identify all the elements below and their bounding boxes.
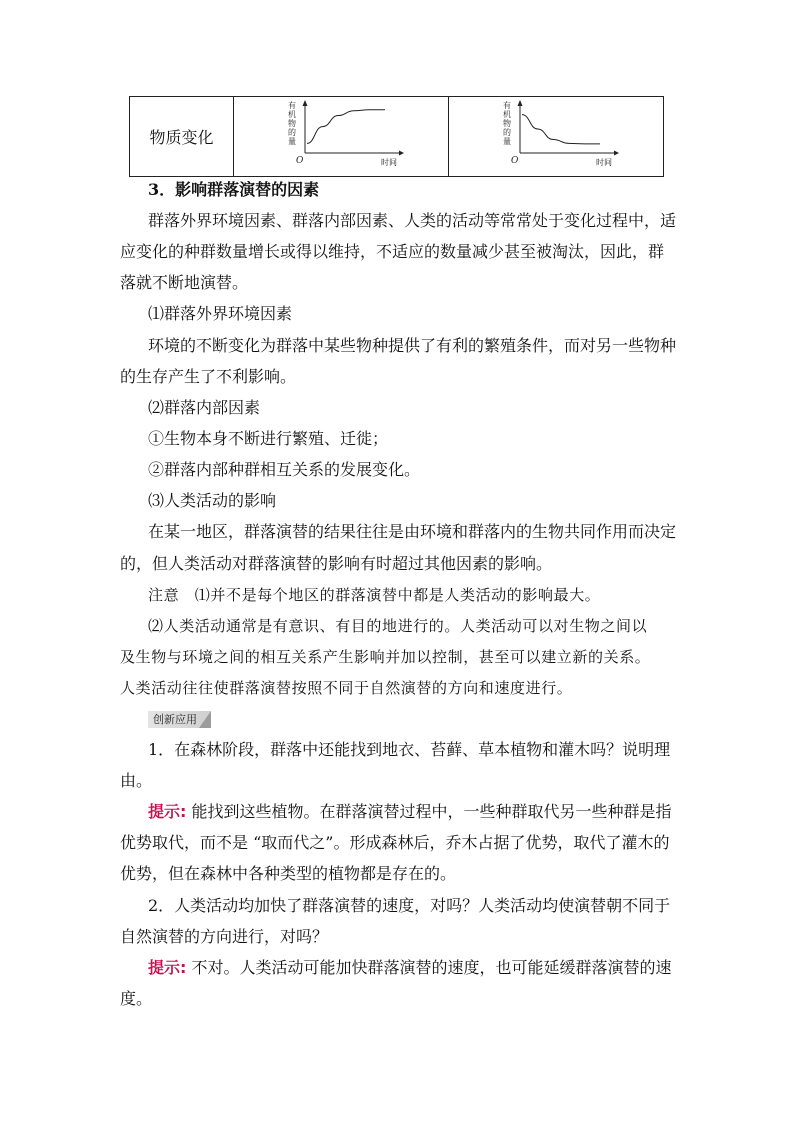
series-line xyxy=(522,115,600,144)
subheading: ⑶人类活动的影响 xyxy=(148,491,277,510)
question-1-cont: 由。 xyxy=(120,771,153,790)
hint-text: 不对。人类活动可能加快群落演替的速度，也可能延缓群落演替的速 xyxy=(186,958,672,977)
y-axis-label-char: 的 xyxy=(288,128,296,137)
question-2-cont: 自然演替的方向进行，对吗？ xyxy=(120,927,329,946)
y-axis-label-char: 物 xyxy=(503,119,511,128)
paragraph-line: ①生物本身不断进行繁殖、迁徙； xyxy=(148,429,389,448)
question-1: 1．在森林阶段，群落中还能找到地衣、苔藓、草本植物和灌木吗？说明理 xyxy=(148,740,671,759)
innovation-tag-label: 创新应用 xyxy=(153,713,197,726)
chart-increasing xyxy=(234,97,448,176)
hint-1-line: 优势，但在森林中各种类型的植物都是存在的。 xyxy=(120,864,457,883)
hint-1-line xyxy=(148,802,672,822)
paragraph-line: 的，但人类活动对群落演替的影响有时超过其他因素的影响。 xyxy=(120,554,553,573)
y-axis-arrow-icon xyxy=(518,100,523,106)
y-axis-label-char: 有 xyxy=(503,101,511,110)
tag-corner-icon xyxy=(199,711,211,728)
x-axis-arrow-icon xyxy=(614,151,619,156)
innovation-tag xyxy=(148,711,211,728)
chart-decreasing-cell xyxy=(449,97,663,176)
paragraph-line: 的生存产生了不利影响。 xyxy=(120,367,297,386)
y-axis-label-char: 物 xyxy=(288,119,296,128)
paragraph-line: ②群落内部种群相互关系的发展变化。 xyxy=(148,460,421,479)
subheading: ⑵群落内部因素 xyxy=(148,398,261,417)
series-line xyxy=(307,110,385,144)
axis-origin-label: O xyxy=(511,156,519,166)
paragraph-line: 落就不断地演替。 xyxy=(120,273,249,292)
x-axis-label: 时间 xyxy=(596,158,612,167)
hint-2-line xyxy=(148,958,672,978)
y-axis-label-char: 量 xyxy=(288,137,296,146)
paragraph-line: 应变化的种群数量增长或得以维持，不适应的数量减少甚至被淘汰，因此，群 xyxy=(120,242,665,261)
hint-text: 能找到这些植物。在群落演替过程中，一些种群取代另一些种群是指 xyxy=(186,802,672,821)
table-label: 物质变化 xyxy=(149,128,214,147)
subheading: ⑴群落外界环境因素 xyxy=(148,304,293,323)
axis-origin-label: O xyxy=(296,156,304,166)
y-axis-label-char: 机 xyxy=(288,110,296,119)
section-heading: 3．影响群落演替的因素 xyxy=(148,180,320,199)
hint-1-line: 优势取代，而不是 “取而代之”。形成森林后，乔木占据了优势，取代了灌木的 xyxy=(120,833,670,852)
chart-increasing-cell xyxy=(234,97,449,176)
chart-decreasing xyxy=(449,97,663,176)
y-axis-label-char: 的 xyxy=(503,128,511,137)
paragraph-line: 环境的不断变化为群落中某些物种提供了有利的繁殖条件，而对另一些物种 xyxy=(148,336,677,355)
material-change-table xyxy=(129,96,664,177)
x-axis-label: 时间 xyxy=(381,158,397,167)
note-line: 及生物与环境之间的相互关系产生影响并加以控制，甚至可以建立新的关系。 xyxy=(120,648,651,666)
question-2: 2．人类活动均加快了群落演替的速度，对吗？人类活动均使演替朝不同于 xyxy=(148,896,671,915)
hint-label: 提示: xyxy=(148,958,187,977)
table-label-cell xyxy=(130,97,234,176)
hint-2-line: 度。 xyxy=(120,989,153,1008)
y-axis-label-char: 量 xyxy=(503,137,511,146)
note-line: 注意 ⑴并不是每个地区的群落演替中都是人类活动的影响最大。 xyxy=(148,586,601,604)
note-line: ⑵人类活动通常是有意识、有目的地进行的。人类活动可以对生物之间以 xyxy=(148,617,648,635)
y-axis-arrow-icon xyxy=(303,100,308,106)
note-line: 人类活动往往使群落演替按照不同于自然演替的方向和速度进行。 xyxy=(120,679,573,697)
hint-label: 提示: xyxy=(148,802,187,821)
x-axis-arrow-icon xyxy=(399,151,404,156)
paragraph-line: 群落外界环境因素、群落内部因素、人类的活动等常常处于变化过程中，适 xyxy=(148,211,677,230)
y-axis-label-char: 有 xyxy=(288,101,296,110)
y-axis-label-char: 机 xyxy=(503,110,511,119)
paragraph-line: 在某一地区，群落演替的结果往往是由环境和群落内的生物共同作用而决定 xyxy=(148,522,677,541)
